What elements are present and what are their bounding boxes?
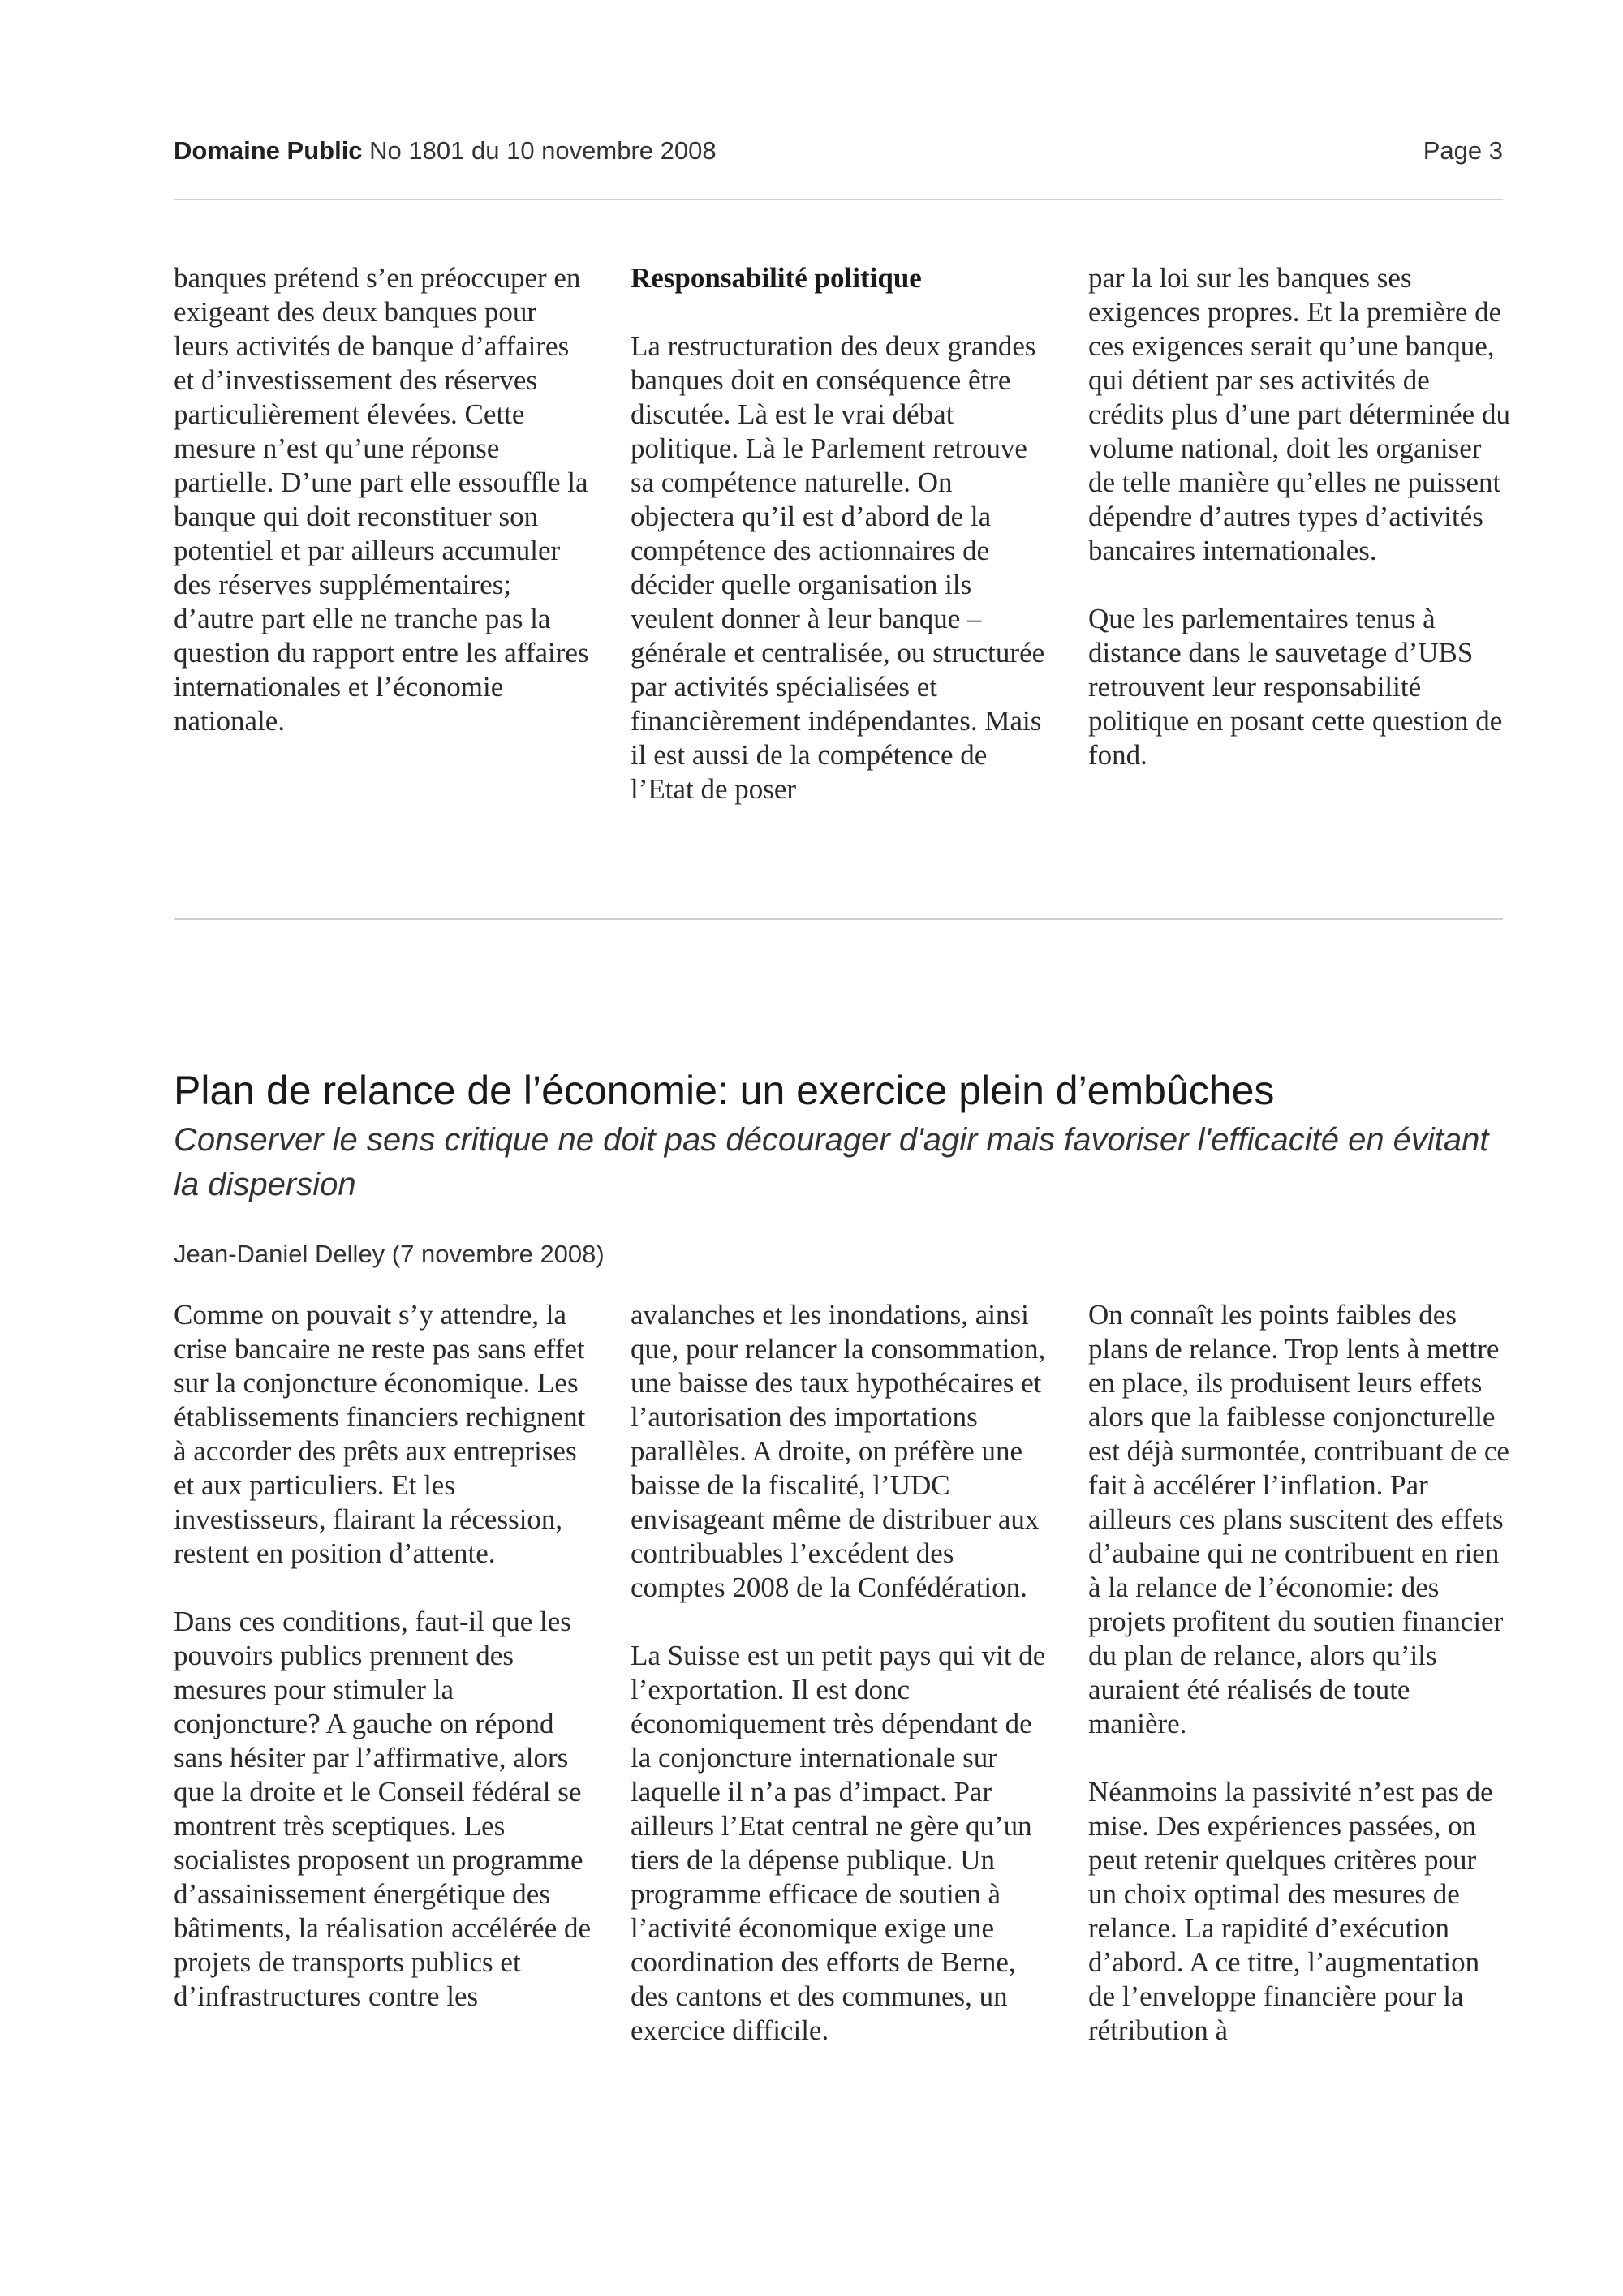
article-column-1 [174,1298,596,2048]
paragraph: banques prétend s’en préoccuper en exigeant des deux banques pour leurs activités de banque d’affaires et d’investissement des réserves particulièrement élevées. Cette mesure n’est qu’une réponse partielle. D’une part elle essouffle la banque qui doit reconstituer son potentiel et par ailleurs accumuler des réserves supplémentaires; d’autre part elle ne tranche pas la question du rapport entre les affaires internationales et l’économie nationale. [174,262,589,737]
header-publication-info [174,136,717,166]
section-subheading: Responsabilité politique [631,262,922,294]
paragraph: Dans ces conditions, faut-il que les pouvoirs publics prennent des mesures pour stimuler la conjoncture? A gauche on répond sans hésiter par l’affirmative, alors que la droite et le Conseil fédéral se montrent très sceptiques. Les socialistes proposent un programme d’assainissement énergétique des bâtiments, la réalisation accélérée de projets de transports publics et d’infrastructures contre les [174,1606,592,2012]
paragraph: Néanmoins la passivité n’est pas de mise. Des expériences passées, on peut retenir quelques critères pour un choix optimal des mesures de relance. La rapidité d’exécution d’abord. A ce titre, l’augmentation de l’enveloppe financière pour la rétribution à [1088,1776,1493,2046]
publication-name: Domaine Public [174,136,363,165]
article-column-2 [631,1298,1053,2082]
article-title: Plan de relance de l’économie: un exercice plein d’embûches [174,1068,1275,1113]
article-column-3 [1088,1298,1510,2082]
header-divider [174,199,1503,200]
paragraph: Comme on pouvait s’y attendre, la crise bancaire ne reste pas sans effet sur la conjoncture économique. Les établissements financiers rechignent à accorder des prêts aux entreprises et aux particuliers. Et les investisseurs, flairant la récession, restent en position d’attente. [174,1299,586,1569]
paragraph: Que les parlementaires tenus à distance dans le sauvetage d’UBS retrouvent leur responsabilité politique en posant cette question de fond. [1088,603,1503,771]
previous-article-columns [174,261,1510,878]
article-byline: Jean-Daniel Delley (7 novembre 2008) [174,1240,605,1268]
paragraph: La Suisse est un petit pays qui vit de l’exportation. Il est donc économiquement très dépendant de la conjoncture internationale sur laquelle il n’a pas d’impact. Par ailleurs l’Etat central ne gère qu’un tiers de la dépense publique. Un programme efficace de soutien à l’activité économique exige une coordination des efforts de Berne, des cantons et des communes, un exercice difficile. [631,1640,1046,2046]
previous-article-column-2 [631,261,1053,841]
paragraph: par la loi sur les banques ses exigences propres. Et la première de ces exigences serait qu’une banque, qui détient par ses activités de crédits plus d’une part déterminée du volume national, doit les organiser de telle manière qu’elles ne puissent dépendre d’autres types d’activités bancaires internationales. [1088,262,1510,566]
article-columns [174,1298,1509,2255]
previous-article-column-3 [1088,261,1510,806]
issue-info: No 1801 du 10 novembre 2008 [369,136,717,165]
paragraph: La restructuration des deux grandes banques doit en conséquence être discutée. Là est le vrai débat politique. Là le Parlement retrouve sa compétence naturelle. On objectera qu’il est d’abord de la compétence des actionnaires de décider quelle organisation ils veulent donner à leur banque – générale et centralisée, ou structurée par activités spécialisées et financièrement indépendantes. Mais il est aussi de la compétence de l’Etat de poser [631,330,1045,805]
article-divider [174,918,1503,920]
running-header [174,136,1503,169]
article-subtitle: Conserver le sens critique ne doit pas décourager d'agir mais favoriser l'efficacité en évitant la dispersion [174,1122,1489,1202]
paragraph: avalanches et les inondations, ainsi que, pour relancer la consommation, une baisse des taux hypothécaires et l’autorisation des importations parallèles. A droite, on préfère une baisse de la fiscalité, l’UDC envisageant même de distribuer aux contribuables l’excédent des comptes 2008 de la Confédération. [631,1299,1046,1603]
page-number: Page 3 [1423,136,1503,165]
previous-article-column-1 [174,261,596,772]
paragraph: On connaît les points faibles des plans de relance. Trop lents à mettre en place, ils produisent leurs effets alors que la faiblesse conjoncturelle est déjà surmontée, contribuant de ce fait à accélérer l’inflation. Par ailleurs ces plans suscitent des effets d’aubaine qui ne contribuent en rien à la relance de l’économie: des projets profitent du soutien financier du plan de relance, alors qu’ils auraient été réalisés de toute manière. [1088,1299,1509,1739]
